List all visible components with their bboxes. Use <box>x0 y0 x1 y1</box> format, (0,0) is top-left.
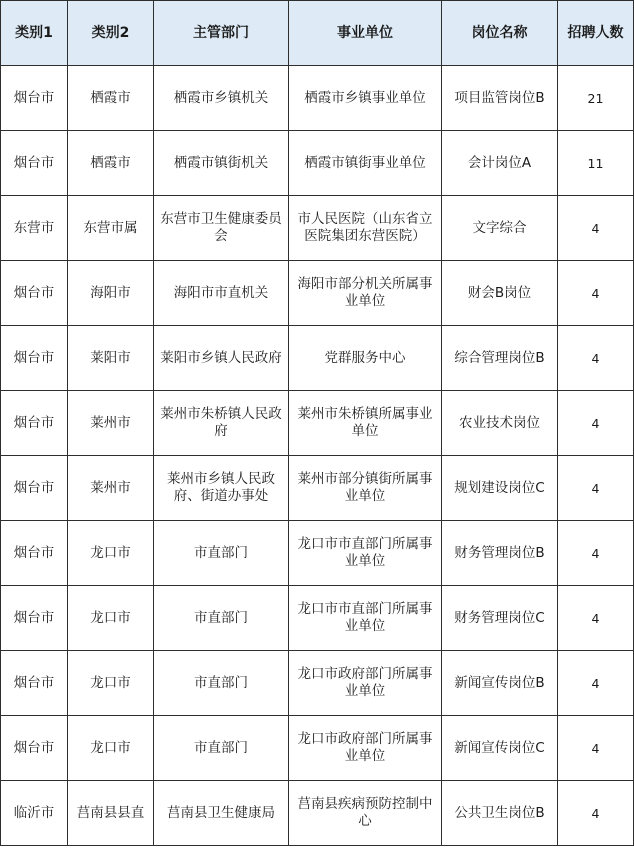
cell-headcount: 4 <box>558 196 634 261</box>
cell-department: 东营市卫生健康委员会 <box>154 196 289 261</box>
cell-category2: 龙口市 <box>68 586 154 651</box>
cell-position: 财会B岗位 <box>442 261 558 326</box>
cell-institution: 栖霞市乡镇事业单位 <box>289 66 442 131</box>
cell-category1: 临沂市 <box>1 781 68 846</box>
cell-category1: 烟台市 <box>1 66 68 131</box>
table-row <box>1 521 634 586</box>
table-row <box>1 716 634 781</box>
cell-position: 规划建设岗位C <box>442 456 558 521</box>
cell-category2: 莱阳市 <box>68 326 154 391</box>
cell-category1: 烟台市 <box>1 456 68 521</box>
cell-headcount: 4 <box>558 781 634 846</box>
cell-position: 新闻宣传岗位B <box>442 651 558 716</box>
cell-institution: 莱州市部分镇街所属事业单位 <box>289 456 442 521</box>
table-row <box>1 391 634 456</box>
cell-category2: 龙口市 <box>68 716 154 781</box>
cell-category2: 龙口市 <box>68 651 154 716</box>
cell-category2: 莱州市 <box>68 391 154 456</box>
cell-position: 农业技术岗位 <box>442 391 558 456</box>
cell-department: 莱州市朱桥镇人民政府 <box>154 391 289 456</box>
cell-category1: 烟台市 <box>1 131 68 196</box>
cell-department: 莱州市乡镇人民政府、街道办事处 <box>154 456 289 521</box>
cell-department: 市直部门 <box>154 586 289 651</box>
cell-category1: 烟台市 <box>1 586 68 651</box>
cell-department: 栖霞市镇街机关 <box>154 131 289 196</box>
cell-headcount: 4 <box>558 586 634 651</box>
cell-headcount: 4 <box>558 391 634 456</box>
header-category1: 类别1 <box>1 1 68 66</box>
cell-category2: 栖霞市 <box>68 66 154 131</box>
cell-headcount: 21 <box>558 66 634 131</box>
cell-headcount: 4 <box>558 456 634 521</box>
cell-institution: 莱州市朱桥镇所属事业单位 <box>289 391 442 456</box>
cell-institution: 莒南县疾病预防控制中心 <box>289 781 442 846</box>
cell-position: 财务管理岗位C <box>442 586 558 651</box>
cell-department: 莒南县卫生健康局 <box>154 781 289 846</box>
cell-position: 项目监管岗位B <box>442 66 558 131</box>
cell-department: 市直部门 <box>154 521 289 586</box>
cell-institution: 海阳市部分机关所属事业单位 <box>289 261 442 326</box>
cell-headcount: 4 <box>558 261 634 326</box>
table-row <box>1 196 634 261</box>
cell-department: 市直部门 <box>154 651 289 716</box>
table-row <box>1 651 634 716</box>
cell-institution: 栖霞市镇街事业单位 <box>289 131 442 196</box>
cell-headcount: 4 <box>558 326 634 391</box>
cell-headcount: 4 <box>558 651 634 716</box>
cell-headcount: 4 <box>558 521 634 586</box>
cell-category2: 东营市属 <box>68 196 154 261</box>
cell-category2: 海阳市 <box>68 261 154 326</box>
header-row <box>1 1 634 66</box>
cell-category1: 东营市 <box>1 196 68 261</box>
table-row <box>1 66 634 131</box>
header-headcount: 招聘人数 <box>558 1 634 66</box>
cell-category1: 烟台市 <box>1 261 68 326</box>
table-row <box>1 586 634 651</box>
table-row <box>1 326 634 391</box>
cell-category2: 栖霞市 <box>68 131 154 196</box>
cell-category2: 龙口市 <box>68 521 154 586</box>
table-row <box>1 781 634 846</box>
cell-department: 栖霞市乡镇机关 <box>154 66 289 131</box>
cell-category1: 烟台市 <box>1 326 68 391</box>
cell-category2: 莒南县县直 <box>68 781 154 846</box>
cell-department: 海阳市市直机关 <box>154 261 289 326</box>
cell-institution: 龙口市市直部门所属事业单位 <box>289 586 442 651</box>
cell-position: 会计岗位A <box>442 131 558 196</box>
cell-category1: 烟台市 <box>1 521 68 586</box>
cell-category1: 烟台市 <box>1 651 68 716</box>
table-row <box>1 131 634 196</box>
header-institution: 事业单位 <box>289 1 442 66</box>
cell-institution: 龙口市政府部门所属事业单位 <box>289 651 442 716</box>
cell-position: 财务管理岗位B <box>442 521 558 586</box>
cell-position: 综合管理岗位B <box>442 326 558 391</box>
cell-institution: 党群服务中心 <box>289 326 442 391</box>
cell-position: 新闻宣传岗位C <box>442 716 558 781</box>
table-row <box>1 261 634 326</box>
header-position: 岗位名称 <box>442 1 558 66</box>
cell-institution: 市人民医院（山东省立医院集团东营医院） <box>289 196 442 261</box>
cell-department: 市直部门 <box>154 716 289 781</box>
cell-headcount: 4 <box>558 716 634 781</box>
cell-category2: 莱州市 <box>68 456 154 521</box>
cell-headcount: 11 <box>558 131 634 196</box>
header-department: 主管部门 <box>154 1 289 66</box>
cell-position: 文字综合 <box>442 196 558 261</box>
cell-department: 莱阳市乡镇人民政府 <box>154 326 289 391</box>
cell-institution: 龙口市政府部门所属事业单位 <box>289 716 442 781</box>
cell-institution: 龙口市市直部门所属事业单位 <box>289 521 442 586</box>
cell-category1: 烟台市 <box>1 391 68 456</box>
cell-position: 公共卫生岗位B <box>442 781 558 846</box>
header-category2: 类别2 <box>68 1 154 66</box>
cell-category1: 烟台市 <box>1 716 68 781</box>
table-row <box>1 456 634 521</box>
